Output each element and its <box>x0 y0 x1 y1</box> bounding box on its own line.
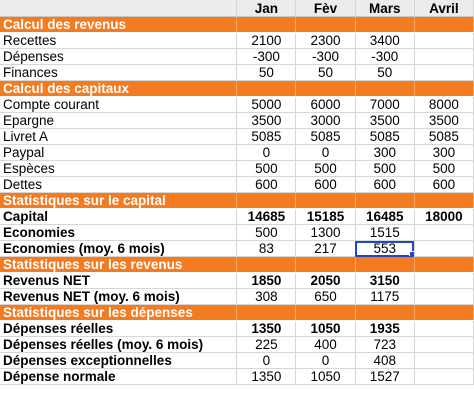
cell-jan[interactable]: 500 <box>237 161 296 177</box>
cell-mars[interactable]: 723 <box>355 337 414 353</box>
cell-fev[interactable]: 0 <box>296 145 355 161</box>
cell-mars[interactable]: 7000 <box>355 97 414 113</box>
cell-avril[interactable] <box>414 81 473 97</box>
row-label-cell[interactable]: Finances <box>0 65 237 81</box>
cell-avril[interactable]: 600 <box>414 177 473 193</box>
cell-avril[interactable] <box>414 65 473 81</box>
cell-fev[interactable]: 50 <box>296 65 355 81</box>
section-title-cell[interactable]: Statistiques sur les dépenses <box>0 305 237 321</box>
cell-mars[interactable] <box>355 193 414 209</box>
cell-jan[interactable]: 3500 <box>237 113 296 129</box>
cell-mars[interactable] <box>355 81 414 97</box>
row-label-cell[interactable]: Revenus NET (moy. 6 mois) <box>0 289 237 305</box>
cell-avril[interactable] <box>414 369 473 385</box>
row-label-cell[interactable]: Recettes <box>0 33 237 49</box>
cell-mars[interactable]: 1935 <box>355 321 414 337</box>
cell-fev[interactable] <box>296 257 355 273</box>
cell-fev[interactable]: 217 <box>296 241 355 257</box>
cell-jan[interactable]: 0 <box>237 353 296 369</box>
cell-mars[interactable] <box>355 17 414 33</box>
cell-fev[interactable]: 1050 <box>296 321 355 337</box>
cell-jan[interactable]: 1850 <box>237 273 296 289</box>
cell-fev[interactable]: 600 <box>296 177 355 193</box>
column-header-jan[interactable]: Jan <box>237 0 296 17</box>
table-row <box>0 161 474 177</box>
table-row <box>0 225 474 241</box>
row-label-cell[interactable]: Paypal <box>0 145 237 161</box>
row-label-cell[interactable]: Economies (moy. 6 mois) <box>0 241 237 257</box>
cell-mars[interactable]: -300 <box>355 49 414 65</box>
cell-avril[interactable]: 8000 <box>414 97 473 113</box>
cell-fev[interactable]: 1050 <box>296 369 355 385</box>
row-label-cell[interactable]: Capital <box>0 209 237 225</box>
table-row <box>0 145 474 161</box>
section-title-cell[interactable]: Statistiques sur les revenus <box>0 257 237 273</box>
cell-fev[interactable]: 15185 <box>296 209 355 225</box>
fill-handle[interactable] <box>409 251 415 257</box>
cell-avril[interactable] <box>414 241 473 257</box>
cell-jan[interactable] <box>237 193 296 209</box>
cell-avril[interactable]: 5085 <box>414 129 473 145</box>
cell-jan[interactable]: 1350 <box>237 321 296 337</box>
column-header-row <box>0 0 474 17</box>
cell-fev[interactable] <box>296 193 355 209</box>
table-row <box>0 241 474 257</box>
cell-avril[interactable] <box>414 225 473 241</box>
section-header-row <box>0 17 474 33</box>
cell-mars[interactable]: 1527 <box>355 369 414 385</box>
cell-jan[interactable]: 2100 <box>237 33 296 49</box>
column-header-fev[interactable]: Fèv <box>296 0 355 17</box>
cell-jan[interactable]: 308 <box>237 289 296 305</box>
row-label-cell[interactable]: Epargne <box>0 113 237 129</box>
cell-fev[interactable]: -300 <box>296 49 355 65</box>
table-row <box>0 369 474 385</box>
header-corner-cell[interactable] <box>0 0 237 17</box>
row-label-cell[interactable]: Compte courant <box>0 97 237 113</box>
cell-avril[interactable] <box>414 17 473 33</box>
cell-avril[interactable]: 3500 <box>414 113 473 129</box>
cell-avril[interactable] <box>414 321 473 337</box>
cell-avril[interactable] <box>414 33 473 49</box>
cell-mars[interactable]: 3400 <box>355 33 414 49</box>
row-label-cell[interactable]: Dépenses réelles (moy. 6 mois) <box>0 337 237 353</box>
table-row <box>0 337 474 353</box>
cell-jan[interactable]: 1350 <box>237 369 296 385</box>
section-header-row <box>0 81 474 97</box>
cell-mars[interactable]: 3150 <box>355 273 414 289</box>
cell-avril[interactable] <box>414 305 473 321</box>
row-label-cell[interactable]: Revenus NET <box>0 273 237 289</box>
row-label-cell[interactable]: Dépense normale <box>0 369 237 385</box>
cell-mars[interactable]: 5085 <box>355 129 414 145</box>
section-title-cell[interactable]: Statistiques sur le capital <box>0 193 237 209</box>
row-label-cell[interactable]: Dépenses réelles <box>0 321 237 337</box>
cell-jan[interactable]: 600 <box>237 177 296 193</box>
cell-jan[interactable]: 0 <box>237 145 296 161</box>
row-label-cell[interactable]: Dépenses exceptionnelles <box>0 353 237 369</box>
cell-mars[interactable]: 1515 <box>355 225 414 241</box>
cell-fev[interactable]: 0 <box>296 353 355 369</box>
cell-jan[interactable]: 225 <box>237 337 296 353</box>
cell-jan[interactable]: 5000 <box>237 97 296 113</box>
table-row <box>0 65 474 81</box>
cell-jan[interactable]: 50 <box>237 65 296 81</box>
cell-fev[interactable]: 2050 <box>296 273 355 289</box>
cell-avril[interactable] <box>414 337 473 353</box>
table-row <box>0 49 474 65</box>
cell-mars[interactable]: 1175 <box>355 289 414 305</box>
cell-jan[interactable]: 5085 <box>237 129 296 145</box>
table-row <box>0 273 474 289</box>
cell-mars[interactable]: 408 <box>355 353 414 369</box>
cell-avril[interactable] <box>414 273 473 289</box>
cell-jan[interactable] <box>237 305 296 321</box>
cell-mars[interactable] <box>355 257 414 273</box>
cell-fev[interactable] <box>296 17 355 33</box>
row-label-cell[interactable]: Espèces <box>0 161 237 177</box>
cell-jan[interactable]: -300 <box>237 49 296 65</box>
cell-mars[interactable] <box>355 305 414 321</box>
cell-fev[interactable]: 500 <box>296 161 355 177</box>
cell-avril[interactable]: 500 <box>414 161 473 177</box>
row-label-cell[interactable]: Dettes <box>0 177 237 193</box>
section-header-row <box>0 257 474 273</box>
section-title-cell[interactable]: Calcul des revenus <box>0 17 237 33</box>
table-row <box>0 113 474 129</box>
cell-fev[interactable]: 5085 <box>296 129 355 145</box>
cell-avril[interactable]: 300 <box>414 145 473 161</box>
cell-fev[interactable]: 400 <box>296 337 355 353</box>
cell-mars[interactable]: 50 <box>355 65 414 81</box>
cell-fev[interactable]: 6000 <box>296 97 355 113</box>
table-row <box>0 129 474 145</box>
row-label-cell[interactable]: Dépenses <box>0 49 237 65</box>
table-row <box>0 209 474 225</box>
cell-jan[interactable] <box>237 257 296 273</box>
cell-jan[interactable]: 14685 <box>237 209 296 225</box>
cell-fev[interactable]: 650 <box>296 289 355 305</box>
cell-fev[interactable] <box>296 81 355 97</box>
cell-jan[interactable] <box>237 17 296 33</box>
cell-fev[interactable]: 3000 <box>296 113 355 129</box>
cell-avril[interactable] <box>414 289 473 305</box>
cell-mars[interactable]: 16485 <box>355 209 414 225</box>
cell-avril[interactable] <box>414 49 473 65</box>
cell-avril[interactable] <box>414 193 473 209</box>
cell-jan[interactable]: 83 <box>237 241 296 257</box>
cell-mars[interactable]: 3500 <box>355 113 414 129</box>
table-row <box>0 177 474 193</box>
section-title-cell[interactable]: Calcul des capitaux <box>0 81 237 97</box>
table-row <box>0 33 474 49</box>
column-header-avril[interactable]: Avril <box>414 0 473 17</box>
cell-mars[interactable]: 300 <box>355 145 414 161</box>
cell-fev[interactable]: 2300 <box>296 33 355 49</box>
cell-fev[interactable]: 1300 <box>296 225 355 241</box>
section-header-row <box>0 305 474 321</box>
cell-avril[interactable] <box>414 257 473 273</box>
row-label-cell[interactable]: Livret A <box>0 129 237 145</box>
selected-cell[interactable]: 553 <box>355 241 414 257</box>
section-header-row <box>0 193 474 209</box>
table-row <box>0 97 474 113</box>
cell-jan[interactable]: 500 <box>237 225 296 241</box>
cell-mars[interactable]: 500 <box>355 161 414 177</box>
column-header-mars[interactable]: Mars <box>355 0 414 17</box>
table-row <box>0 289 474 305</box>
cell-jan[interactable] <box>237 81 296 97</box>
cell-fev[interactable] <box>296 305 355 321</box>
cell-avril[interactable] <box>414 353 473 369</box>
cell-mars[interactable]: 600 <box>355 177 414 193</box>
table-row <box>0 353 474 369</box>
cell-avril[interactable]: 18000 <box>414 209 473 225</box>
row-label-cell[interactable]: Economies <box>0 225 237 241</box>
table-row <box>0 321 474 337</box>
